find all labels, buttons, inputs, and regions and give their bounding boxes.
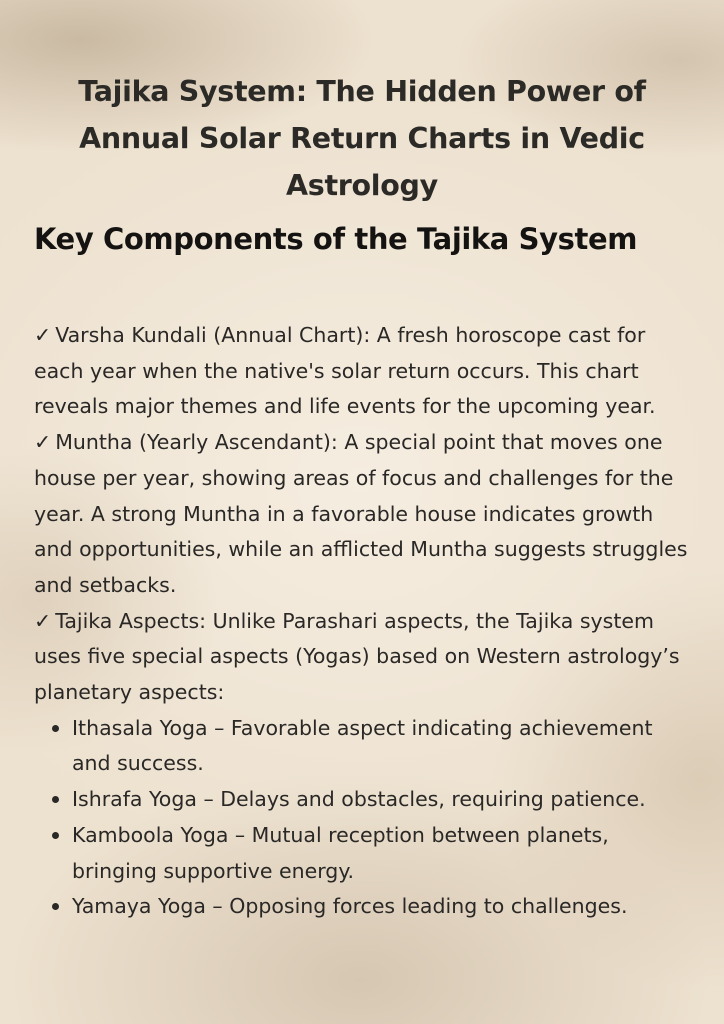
bullet-icon bbox=[52, 832, 59, 839]
paragraph-muntha bbox=[34, 425, 694, 604]
list-item-text: Kamboola Yoga – Mutual reception between planets, bringing supportive energy. bbox=[72, 822, 609, 883]
list-item-text: Ishrafa Yoga – Delays and obstacles, requiring patience. bbox=[72, 787, 646, 812]
bullet-icon bbox=[52, 796, 59, 803]
page-title: Tajika System: The Hidden Power of Annual Solar Return Charts in Vedic Astrology bbox=[78, 75, 646, 202]
list-item bbox=[72, 782, 694, 818]
bullet-icon bbox=[52, 903, 59, 910]
checkmark-icon: ✓ bbox=[34, 430, 52, 455]
list-item-text: Yamaya Yoga – Opposing forces leading to challenges. bbox=[72, 894, 628, 919]
checkmark-icon: ✓ bbox=[34, 323, 52, 347]
list-item bbox=[72, 818, 694, 889]
section-heading: Key Components of the Tajika System bbox=[34, 222, 638, 256]
paragraph-text: Tajika Aspects: Unlike Parashari aspects, the Tajika system uses five special aspects (Yogas) based on Western astrology’s planetary aspects: bbox=[34, 608, 680, 705]
paragraph-text: Varsha Kundali (Annual Chart): A fresh horoscope cast for each year when the native's solar return occurs. This chart reveals major themes and life events for the upcoming year. bbox=[34, 323, 656, 419]
article-body bbox=[34, 318, 694, 925]
list-item bbox=[72, 889, 694, 925]
bullet-icon bbox=[52, 725, 59, 732]
yoga-list bbox=[34, 711, 694, 925]
paragraph-varsha-kundali bbox=[34, 318, 694, 425]
checkmark-icon: ✓ bbox=[34, 608, 52, 633]
list-item bbox=[72, 711, 694, 782]
paragraph-tajika-aspects bbox=[34, 604, 694, 711]
paragraph-text: Muntha (Yearly Ascendant): A special point that moves one house per year, showing areas of focus and challenges for the year. A strong Muntha in a favorable house indicates growth and opportunities, while an afflicted Muntha suggests struggles and setbacks. bbox=[34, 430, 688, 597]
list-item-text: Ithasala Yoga – Favorable aspect indicating achievement and success. bbox=[72, 715, 653, 776]
